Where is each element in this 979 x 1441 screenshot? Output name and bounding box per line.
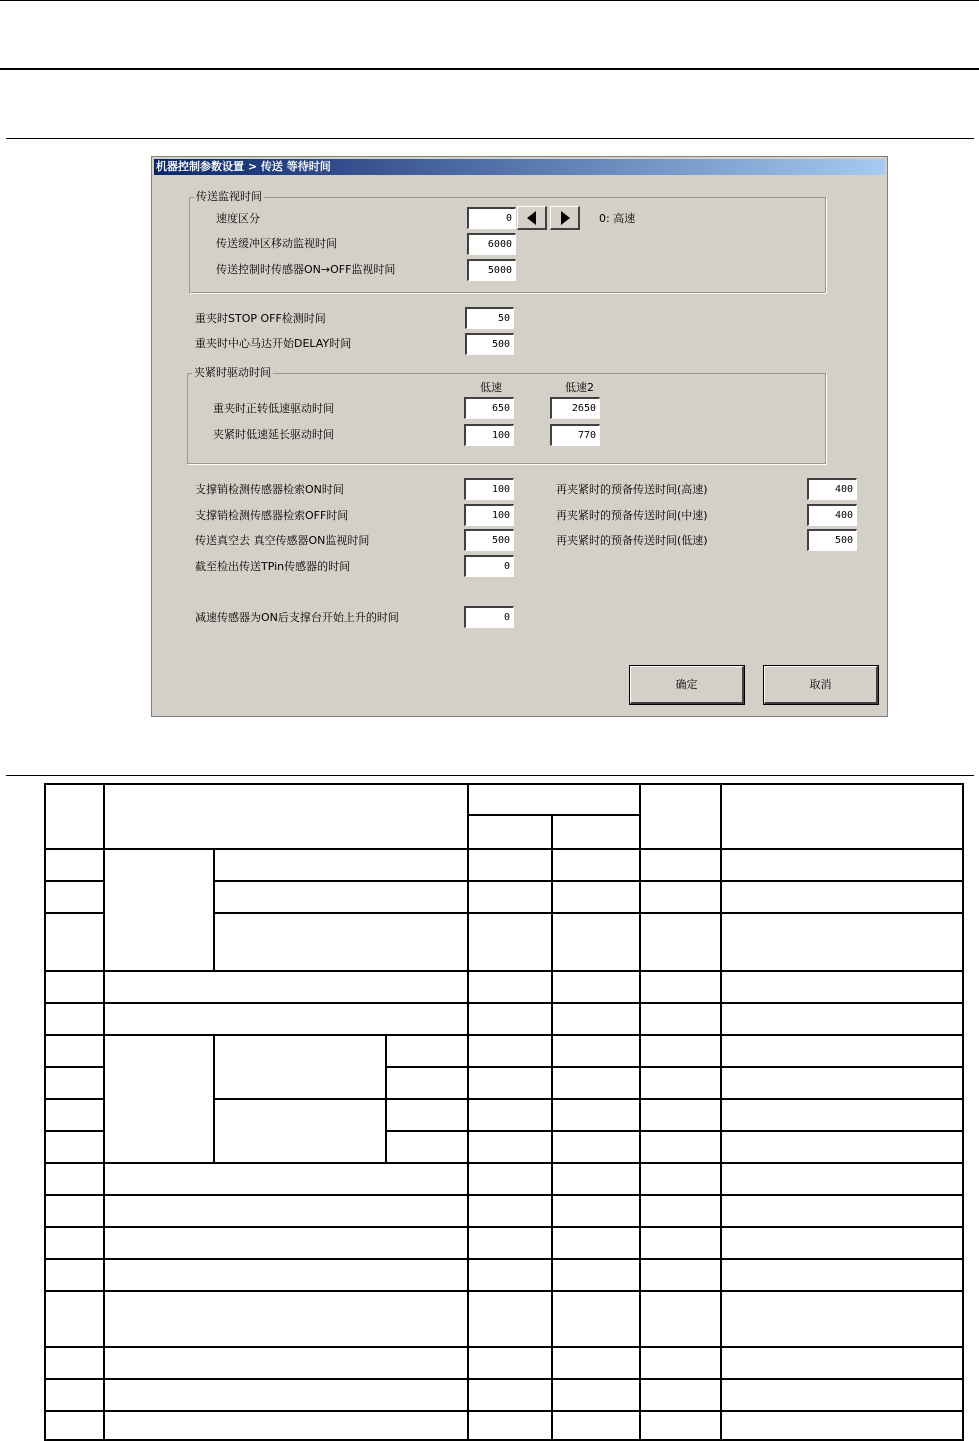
- table-value-cell: [551, 848, 641, 882]
- table-value-cell: [720, 1290, 964, 1348]
- stop-off-label: 重夹时STOP OFF检测时间: [195, 312, 326, 325]
- table-value-cell: [551, 970, 641, 1004]
- table-value-cell: [639, 1130, 722, 1164]
- table-value-cell: [639, 912, 722, 972]
- table-value-cell: [467, 1002, 553, 1036]
- table-row-no: [44, 1410, 105, 1441]
- table-value-cell: [551, 1346, 641, 1380]
- table-value-cell: [467, 1130, 553, 1164]
- pre-transfer-high-label: 再夹紧时的预备传送时间(高速): [556, 483, 708, 496]
- table-value-cell: [720, 1378, 964, 1412]
- table-value-cell: [639, 1226, 722, 1260]
- transfer-monitor-group-title: 传送监视时间: [196, 190, 262, 203]
- section-rule-2: [6, 775, 974, 776]
- clamp-row1-low-field[interactable]: 650: [464, 397, 514, 419]
- table-item-cell: [103, 1002, 469, 1036]
- table-value-cell: [639, 1290, 722, 1348]
- support-pin-off-field[interactable]: 100: [464, 504, 514, 526]
- table-item-cell: [103, 1346, 469, 1380]
- table-header-remarks: [720, 783, 964, 850]
- table-row-no: [44, 1162, 105, 1196]
- decel-sensor-field[interactable]: 0: [464, 606, 514, 628]
- table-value-cell: [720, 1130, 964, 1164]
- table-row-no: [44, 970, 105, 1004]
- pre-transfer-low-label: 再夹紧时的预备传送时间(低速): [556, 534, 708, 547]
- tpin-sensor-field[interactable]: 0: [464, 555, 514, 577]
- vacuum-sensor-field[interactable]: 500: [464, 529, 514, 551]
- table-value-cell: [467, 1162, 553, 1196]
- table-item-cell: [213, 880, 469, 914]
- table-value-cell: [467, 880, 553, 914]
- table-value-cell: [639, 1194, 722, 1228]
- stop-off-field[interactable]: 50: [465, 307, 514, 329]
- table-item-cell: [213, 912, 469, 972]
- triangle-right-icon: [559, 211, 571, 225]
- table-value-cell: [639, 1066, 722, 1100]
- sensor-monitor-field[interactable]: 5000: [467, 259, 516, 281]
- table-value-cell: [467, 1194, 553, 1228]
- table-item-cell: [385, 1066, 469, 1100]
- support-pin-on-label: 支撑销检测传感器检索ON时间: [195, 483, 344, 496]
- table-group-cell: [103, 848, 215, 972]
- vacuum-sensor-label: 传送真空去 真空传感器ON监视时间: [195, 534, 370, 547]
- table-row-no: [44, 912, 105, 972]
- table-value-cell: [467, 1226, 553, 1260]
- table-subgroup-cell: [213, 1098, 387, 1164]
- top-rule: [0, 0, 979, 1]
- section-rule: [6, 138, 974, 139]
- table-value-cell: [467, 1410, 553, 1441]
- pre-transfer-low-field[interactable]: 500: [807, 529, 857, 551]
- clamp-row2-low2-field[interactable]: 770: [550, 424, 600, 446]
- table-item-cell: [103, 1378, 469, 1412]
- table-value-cell: [639, 1258, 722, 1292]
- table-value-cell: [639, 1378, 722, 1412]
- table-value-cell: [639, 1034, 722, 1068]
- speed-decrease-button[interactable]: [517, 206, 547, 230]
- table-value-cell: [720, 1258, 964, 1292]
- table-value-cell: [639, 1410, 722, 1441]
- table-value-cell: [467, 1034, 553, 1068]
- table-row-no: [44, 1290, 105, 1348]
- table-value-cell: [720, 1226, 964, 1260]
- table-value-cell: [720, 1098, 964, 1132]
- col-low-label: 低速: [480, 381, 502, 394]
- decel-sensor-label: 减速传感器为ON后支撑台开始上升的时间: [195, 611, 399, 624]
- table-value-cell: [720, 880, 964, 914]
- table-value-cell: [720, 1066, 964, 1100]
- table-header-no: [44, 783, 105, 850]
- ok-button[interactable]: 确定: [630, 666, 744, 704]
- table-row-no: [44, 1226, 105, 1260]
- table-value-cell: [551, 1130, 641, 1164]
- table-item-cell: [385, 1098, 469, 1132]
- table-item-cell: [103, 970, 469, 1004]
- col-low2-label: 低速2: [565, 381, 594, 394]
- speed-description: 0: 高速: [599, 212, 636, 225]
- table-value-cell: [720, 1410, 964, 1441]
- table-value-cell: [551, 1002, 641, 1036]
- table-item-cell: [103, 1410, 469, 1441]
- center-motor-field[interactable]: 500: [465, 333, 514, 355]
- table-value-cell: [551, 1226, 641, 1260]
- table-value-cell: [639, 1002, 722, 1036]
- table-item-cell: [385, 1034, 469, 1068]
- table-value-cell: [467, 1098, 553, 1132]
- table-subgroup-cell: [213, 1034, 387, 1100]
- speed-field[interactable]: 0: [467, 207, 516, 229]
- pre-transfer-high-field[interactable]: 400: [807, 478, 857, 500]
- table-row-no: [44, 1258, 105, 1292]
- center-motor-label: 重夹时中心马达开始DELAY时间: [195, 337, 352, 350]
- table-row-no: [44, 1346, 105, 1380]
- table-row-no: [44, 1098, 105, 1132]
- table-value-cell: [551, 1162, 641, 1196]
- table-value-cell: [639, 1098, 722, 1132]
- table-value-cell: [467, 912, 553, 972]
- table-value-cell: [467, 1066, 553, 1100]
- speed-label: 速度区分: [216, 212, 260, 225]
- table-item-cell: [103, 1226, 469, 1260]
- buffer-monitor-label: 传送缓冲区移动监视时间: [216, 237, 337, 250]
- table-header-item: [103, 783, 469, 850]
- table-value-cell: [551, 912, 641, 972]
- table-item-cell: [103, 1290, 469, 1348]
- table-header-range-max: [551, 814, 641, 850]
- table-value-cell: [551, 880, 641, 914]
- table-value-cell: [639, 1162, 722, 1196]
- table-value-cell: [639, 848, 722, 882]
- support-pin-off-label: 支撑销检测传感器检索OFF时间: [195, 509, 349, 522]
- clamp-drive-group-title: 夹紧时驱动时间: [194, 366, 271, 379]
- table-value-cell: [551, 1034, 641, 1068]
- table-value-cell: [551, 1258, 641, 1292]
- table-value-cell: [639, 880, 722, 914]
- table-value-cell: [551, 1378, 641, 1412]
- table-value-cell: [720, 1346, 964, 1380]
- table-value-cell: [720, 1194, 964, 1228]
- table-value-cell: [720, 1002, 964, 1036]
- table-row-no: [44, 1002, 105, 1036]
- pre-transfer-mid-label: 再夹紧时的预备传送时间(中速): [556, 509, 708, 522]
- pre-transfer-mid-field[interactable]: 400: [807, 504, 857, 526]
- table-row-no: [44, 1378, 105, 1412]
- table-row-no: [44, 880, 105, 914]
- table-value-cell: [467, 1378, 553, 1412]
- support-pin-on-field[interactable]: 100: [464, 478, 514, 500]
- table-row-no: [44, 1034, 105, 1068]
- table-value-cell: [551, 1066, 641, 1100]
- clamp-row1-low2-field[interactable]: 2650: [550, 397, 600, 419]
- sensor-monitor-label: 传送控制时传感器ON→OFF监视时间: [216, 263, 396, 276]
- table-value-cell: [467, 1346, 553, 1380]
- table-item-cell: [103, 1258, 469, 1292]
- speed-increase-button[interactable]: [550, 206, 580, 230]
- table-value-cell: [467, 1290, 553, 1348]
- table-value-cell: [551, 1290, 641, 1348]
- buffer-monitor-field[interactable]: 6000: [467, 233, 516, 255]
- table-header-range: [467, 783, 641, 816]
- table-value-cell: [720, 1034, 964, 1068]
- table-item-cell: [103, 1194, 469, 1228]
- clamp-row2-low-field[interactable]: 100: [464, 424, 514, 446]
- table-value-cell: [639, 1346, 722, 1380]
- table-value-cell: [467, 848, 553, 882]
- clamp-row2-label: 夹紧时低速延长驱动时间: [213, 428, 334, 441]
- dialog-title: 机器控制参数设置 > 传送 等待时间: [154, 159, 885, 175]
- table-value-cell: [720, 1162, 964, 1196]
- table-item-cell: [213, 848, 469, 882]
- table-row-no: [44, 1194, 105, 1228]
- tpin-sensor-label: 截至检出传送TPin传感器的时间: [195, 560, 351, 573]
- triangle-left-icon: [526, 211, 538, 225]
- table-value-cell: [720, 970, 964, 1004]
- table-row-no: [44, 1066, 105, 1100]
- table-value-cell: [551, 1098, 641, 1132]
- table-item-cell: [103, 1162, 469, 1196]
- table-header-default: [639, 783, 722, 850]
- table-row-no: [44, 848, 105, 882]
- table-value-cell: [720, 912, 964, 972]
- table-value-cell: [551, 1410, 641, 1441]
- clamp-row1-label: 重夹时正转低速驱动时间: [213, 402, 334, 415]
- table-row-no: [44, 1130, 105, 1164]
- table-value-cell: [467, 970, 553, 1004]
- table-item-cell: [385, 1130, 469, 1164]
- table-value-cell: [467, 1258, 553, 1292]
- header-rule: [0, 68, 979, 70]
- table-group-cell: [103, 1034, 215, 1164]
- table-header-range-min: [467, 814, 553, 850]
- transfer-wait-time-dialog: [151, 156, 888, 717]
- table-value-cell: [720, 848, 964, 882]
- cancel-button[interactable]: 取消: [764, 666, 878, 704]
- table-value-cell: [551, 1194, 641, 1228]
- table-value-cell: [639, 970, 722, 1004]
